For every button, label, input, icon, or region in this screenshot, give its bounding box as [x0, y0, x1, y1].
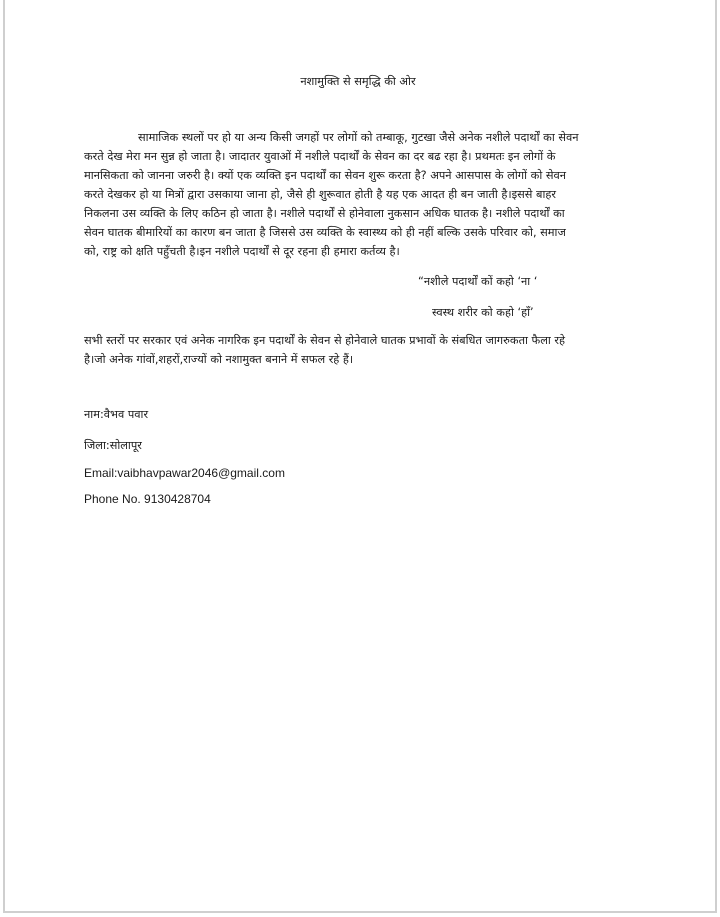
author-district: जिला:सोलापूर: [84, 439, 142, 452]
slogan-line-1: “नशीले पदार्थों कों कहो ‘ना ‘: [418, 275, 538, 288]
author-email: Email:vaibhavpawar2046@gmail.com: [84, 466, 285, 480]
document-title: नशामुक्ति से समृद्धि की ओर: [300, 75, 416, 88]
paragraph-line: करते देखकर हो या मित्रों द्वारा उसकाया जाना हो, जैसे ही शुरूवात होती है यह एक आदत ही बन जाती है।इससे बाहर: [84, 188, 557, 201]
paragraph-line: सामाजिक स्थलों पर हो या अन्य किसी जगहों पर लोगों को तम्बाकू, गुटखा जैसे अनेक नशीले पदार्थों का सेवन: [138, 131, 579, 144]
paragraph-line: मानसिकता को जानना जरुरी है। क्यों एक व्यक्ति इन पदार्थों का सेवन शुरू करता है? अपने आसपास के लोगों को सेवन: [84, 169, 567, 182]
paragraph-line: सेवन घातक बीमारियों का कारण बन जाता है जिससे उस व्यक्ति के स्वास्थ्य को ही नहीं बल्कि उसके परिवार को, समाज: [84, 226, 566, 239]
paragraph-line: करते देख मेरा मन सुन्न हो जाता है। जादातर युवाओं में नशीले पदार्थों के सेवन का दर बढ रहा है। प्रथमतः इन लोगों के: [84, 150, 556, 163]
author-name: नाम:वैभव पवार: [84, 408, 149, 421]
paragraph-line: सभी स्तरों पर सरकार एवं अनेक नागरिक इन पदार्थों के सेवन से होनेवाले घातक प्रभावों के संबधित जागरुकता फैला रहे: [84, 334, 566, 347]
paragraph-line: निकलना उस व्यक्ति के लिए कठिन हो जाता है। नशीले पदार्थों से होनेवाला नुकसान अधिक घातक है। नशीले पदार्थों का: [84, 207, 565, 220]
paragraph-line: है।जो अनेक गांवों,शहरों,राज्यों को नशामुक्त बनाने में सफल रहे हैं।: [84, 353, 354, 366]
paragraph-line: को, राष्ट्र को क्षति पहुँचती है।इन नशीले पदार्थों से दूर रहना ही हमारा कर्तव्य है।: [84, 245, 400, 258]
author-phone: Phone No. 9130428704: [84, 492, 211, 506]
body-paragraph-2: [84, 331, 624, 369]
slogan-line-2: स्वस्थ शरीर को कहो ‘हाँ’: [432, 306, 534, 319]
body-paragraph-1: [84, 128, 624, 261]
